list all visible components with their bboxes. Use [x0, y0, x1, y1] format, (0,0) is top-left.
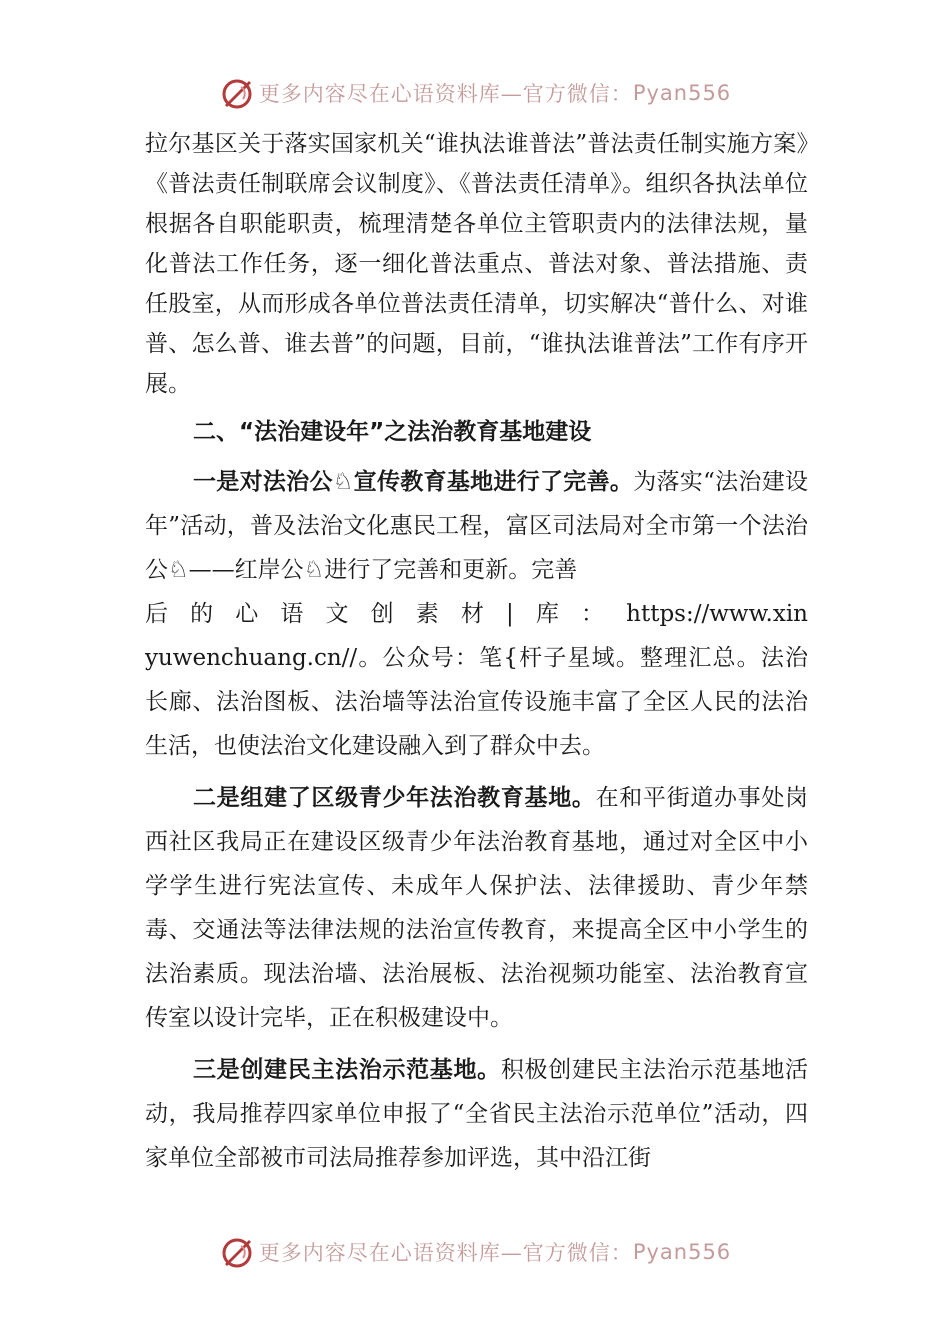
paragraph-4-text: 积极创建民主法治示范基地活动，我局推荐四家单位申报了“全省民主法治示范单位”活动，四家单位全部被市司法局推荐参加评选，其中沿江街 — [145, 1057, 809, 1171]
watermark-wechat-id: Pyan556 — [632, 81, 732, 105]
watermark-text: 更多内容尽在心语资料库—官方微信： — [258, 82, 633, 106]
watermark-wechat-id: Pyan556 — [632, 1240, 732, 1264]
paragraph-2-lead: 一是对法治公♘宣传教育基地进行了完善。 — [193, 469, 634, 495]
document-body — [145, 124, 808, 1180]
paragraph-2 — [145, 460, 808, 768]
section-heading-2: 二、“法治建设年”之法治教育基地建设 — [193, 419, 592, 445]
pen-logo-icon — [219, 1234, 255, 1270]
paragraph-3-lead: 二是组建了区级青少年法治教育基地。 — [193, 785, 596, 811]
paragraph-4 — [145, 1048, 808, 1180]
paragraph-2-text: 为落实“法治建设年”活动，普及法治文化惠民工程，富区司法局对全市第一个法治公♘——红岸公♘进行了完善和更新。完善 — [145, 469, 808, 583]
watermark-banner-bottom — [0, 1232, 950, 1272]
paragraph-1: 拉尔基区关于落实国家机关“谁执法谁普法”普法责任制实施方案》《普法责任制联席会议制度》、《普法责任清单》。组织各执法单位根据各自职能职责，梳理清楚各单位主管职责内的法律法规，量化普法工作任务，逐一细化普法重点、普法对象、普法措施、责任股室，从而形成各单位普法责任清单，切实解决“普什么、对谁普、怎么普、谁去普”的问题，目前，“谁执法谁普法”工作有序开展。 — [145, 131, 808, 397]
paragraph-2-url: https://www.xinyuwenchuang.cn//。公众号：笔{杆子星域。整理汇总。法治长廊、法治图板、法治墙等法治宣传设施丰富了全区人民的法治生活，也使法治文化建设融入到了群众中去。 — [145, 601, 808, 759]
paragraph-2-wide-text: 后的心语文创素材|库： — [145, 601, 627, 627]
paragraph-3-text: 在和平街道办事处岗西社区我局正在建设区级青少年法治教育基地，通过对全区中小学学生进行宪法宣传、未成年人保护法、法律援助、青少年禁毒、交通法等法律法规的法治宣传教育，来提高全区中小学生的法治素质。现法治墙、法治展板、法治视频功能室、法治教育宣传室以设计完毕，正在积极建设中。 — [145, 785, 809, 1031]
paragraph-3 — [145, 776, 808, 1040]
watermark-banner-top — [0, 73, 950, 113]
paragraph-4-lead: 三是创建民主法治示范基地。 — [193, 1057, 501, 1083]
watermark-text: 更多内容尽在心语资料库—官方微信： — [258, 1241, 633, 1265]
pen-logo-icon — [219, 75, 255, 111]
